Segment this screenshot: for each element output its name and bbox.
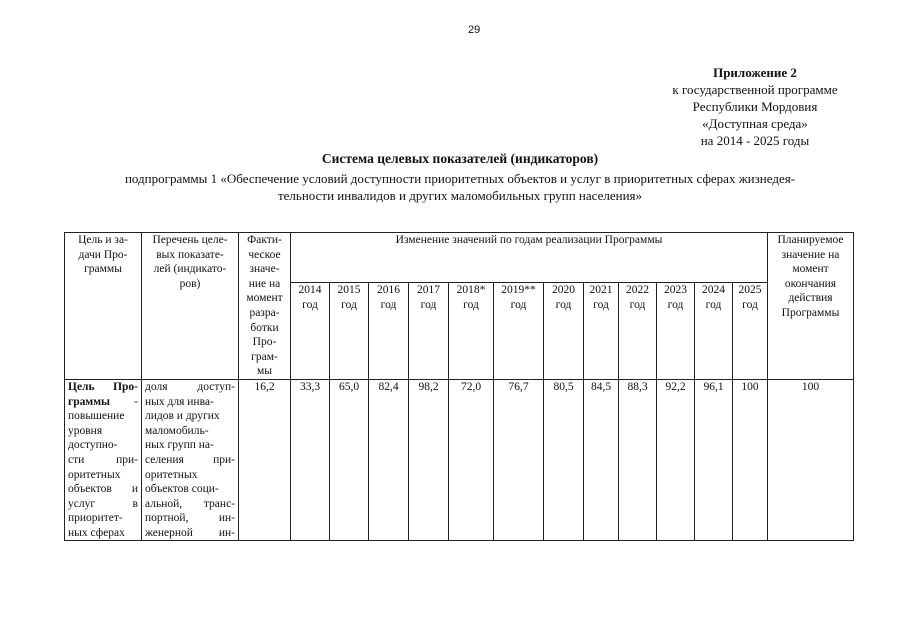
year-header: 2015 год (330, 283, 369, 380)
year-header: 2021 год (584, 283, 619, 380)
subtitle-line: подпрограммы 1 «Обеспечение условий доступности приоритетных объектов и услуг в приоритетных сферах жизнедея- (124, 171, 796, 186)
header-row (65, 233, 854, 283)
appendix-line: к государственной программе (672, 82, 838, 97)
year-header: 2020 год (544, 283, 584, 380)
year-header: 2024 год (695, 283, 733, 380)
appendix-line: Республики Мордовия (692, 99, 818, 114)
year-value-cell: 84,5 (584, 379, 619, 541)
year-header: 2022 год (619, 283, 657, 380)
page-number: 29 (468, 24, 481, 36)
year-value-cell: 72,0 (449, 379, 494, 541)
appendix-line: «Доступная среда» (702, 116, 808, 131)
indicator-cell: доля доступ- ных для инва- лидов и других маломобиль- ных групп на- селения при- оритетных объектов соци- альной, транс- портной, ин- женерной ин- (142, 379, 239, 541)
appendix-title: Приложение 2 (713, 65, 797, 80)
document-title: Система целевых показателей (индикаторов) (321, 151, 599, 166)
goal-cell: Цель Про- граммы - повышение уровня доступно- сти при- оритетных объектов и услуг в приоритет- ных сферах (65, 379, 142, 541)
year-value-cell: 100 (733, 379, 768, 541)
appendix-line: на 2014 - 2025 годы (700, 133, 810, 148)
year-value-cell: 88,3 (619, 379, 657, 541)
year-header: 2017 год (409, 283, 449, 380)
appendix-block (640, 64, 870, 149)
subtitle-line: тельности инвалидов и других маломобильных групп населения» (277, 188, 643, 203)
planned-value-column-header: Планируемое значение на момент окончания действия Программы (768, 233, 854, 380)
year-value-cell: 92,2 (657, 379, 695, 541)
year-value-cell: 33,3 (291, 379, 330, 541)
year-value-cell: 76,7 (494, 379, 544, 541)
goal-column-header: Цель и за- дачи Про- граммы (65, 233, 142, 380)
year-value-cell: 98,2 (409, 379, 449, 541)
indicators-table (64, 232, 854, 541)
year-header: 2019** год (494, 283, 544, 380)
yearly-change-header: Изменение значений по годам реализации Программы (291, 233, 768, 283)
year-value-cell: 65,0 (330, 379, 369, 541)
year-header: 2018* год (449, 283, 494, 380)
year-value-cell: 80,5 (544, 379, 584, 541)
year-header: 2023 год (657, 283, 695, 380)
document-subtitle (60, 170, 860, 204)
table-row (65, 379, 854, 541)
indicator-column-header: Перечень целе- вых показате- лей (индикато- ров) (142, 233, 239, 380)
year-header: 2025 год (733, 283, 768, 380)
actual-value-column-header: Факти- ческое значе- ние на момент разра- ботки Про- грам- мы (239, 233, 291, 380)
planned-value-cell: 100 (768, 379, 854, 541)
year-header: 2014 год (291, 283, 330, 380)
year-value-cell: 82,4 (369, 379, 409, 541)
year-header: 2016 год (369, 283, 409, 380)
actual-value-cell: 16,2 (239, 379, 291, 541)
year-value-cell: 96,1 (695, 379, 733, 541)
